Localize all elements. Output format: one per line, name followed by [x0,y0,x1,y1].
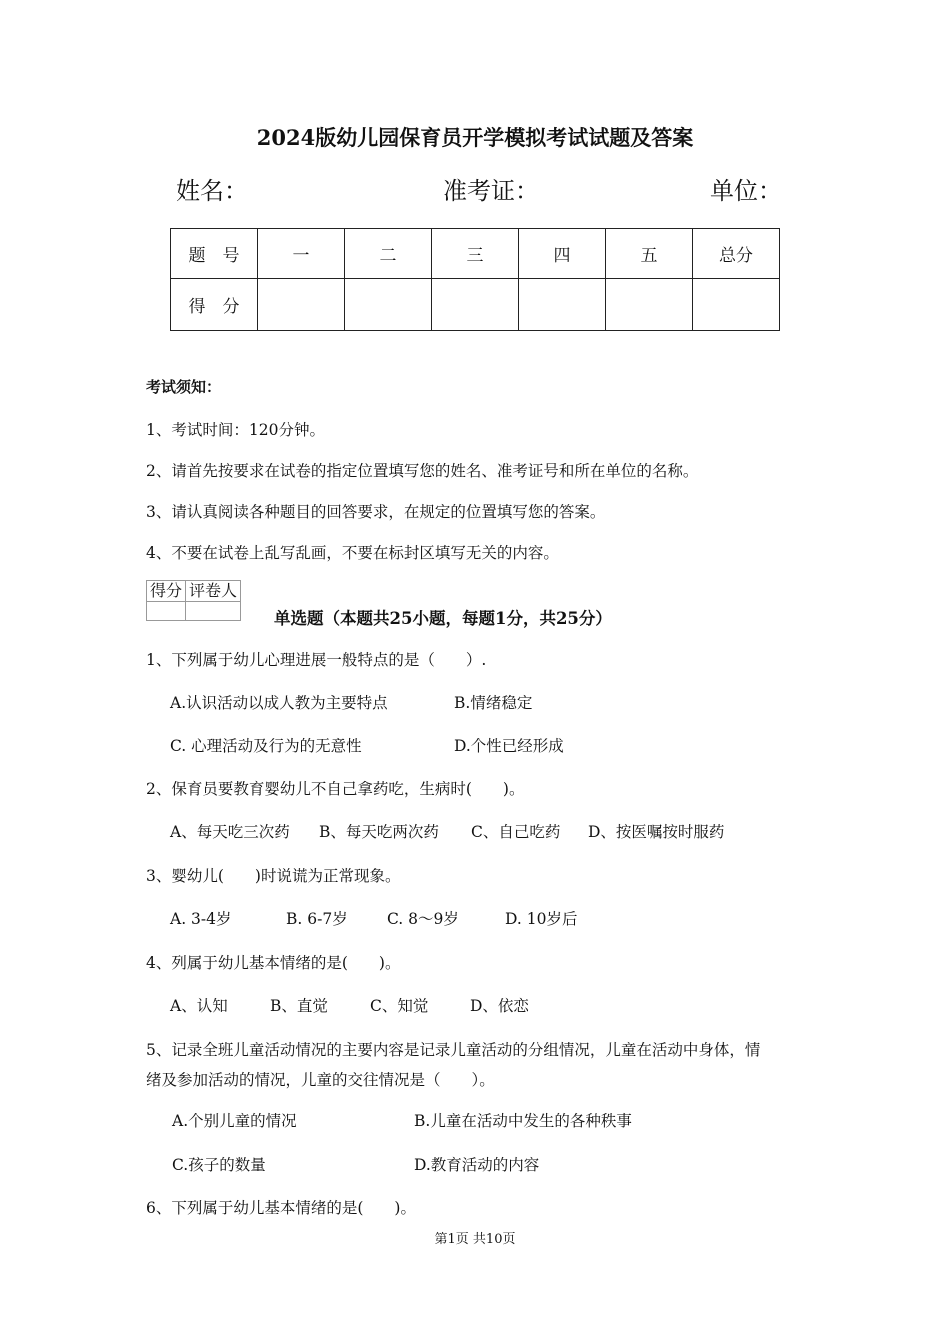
score-table-header: 五 [606,229,693,279]
question-option: C. 8～9岁 [387,910,459,928]
question-option: D.教育活动的内容 [414,1156,540,1174]
unit-field-label: 单位： [710,177,782,205]
question-option: B.情绪稳定 [454,694,533,712]
score-table-score-row [171,279,780,331]
score-table-header: 一 [258,229,345,279]
question-option: C、知觉 [370,997,429,1015]
notice-heading: 考试须知： [146,378,222,396]
score-cell [606,279,693,331]
score-table-row-label: 题 号 [171,229,258,279]
notice-item: 2、请首先按要求在试卷的指定位置填写您的姓名、准考证号和所在单位的名称。 [146,462,699,480]
question-option: B、每天吃两次药 [319,823,439,841]
score-cell [693,279,780,331]
question-option: A.认识活动以成人教为主要特点 [170,694,388,712]
score-table-header-row [171,229,780,279]
grader-name-label: 评卷人 [186,581,241,602]
page-title: 2024版幼儿园保育员开学模拟考试试题及答案 [256,125,694,150]
notice-item: 4、不要在试卷上乱写乱画，不要在标封区填写无关的内容。 [146,544,559,562]
question-option: D. 10岁后 [505,910,578,928]
question-option: D、按医嘱按时服药 [588,823,725,841]
question-stem: 5、记录全班儿童活动情况的主要内容是记录儿童活动的分组情况，儿童在活动中身体，情 [146,1041,761,1059]
score-cell [432,279,519,331]
score-table [170,228,780,331]
question-option: A.个别儿童的情况 [172,1112,297,1130]
question-stem: 1、下列属于幼儿心理进展一般特点的是（ ）. [146,651,487,669]
notice-item: 1、考试时间：120分钟。 [146,421,325,439]
question-stem-continued: 绪及参加活动的情况，儿童的交往情况是（ ）。 [146,1071,495,1089]
question-option: A、认知 [170,997,228,1015]
page-footer: 第1页 共10页 [434,1232,516,1247]
grader-score-label: 得分 [147,581,186,602]
question-option: D、依恋 [470,997,529,1015]
question-option: C. 心理活动及行为的无意性 [170,737,362,755]
score-table-row-label: 得 分 [171,279,258,331]
question-stem: 6、下列属于幼儿基本情绪的是( )。 [146,1199,416,1217]
question-option: C.孩子的数量 [172,1156,266,1174]
question-stem: 3、婴幼儿( )时说谎为正常现象。 [146,867,401,885]
score-cell [519,279,606,331]
score-cell [345,279,432,331]
question-option: B、直觉 [270,997,328,1015]
question-option: B.儿童在活动中发生的各种秩事 [414,1112,632,1130]
grader-score-cell [147,602,186,621]
question-stem: 2、保育员要教育婴幼儿不自己拿药吃，生病时( )。 [146,780,525,798]
question-stem: 4、列属于幼儿基本情绪的是( )。 [146,954,401,972]
notice-item: 3、请认真阅读各种题目的回答要求，在规定的位置填写您的答案。 [146,503,606,521]
score-table-header: 三 [432,229,519,279]
question-option: D.个性已经形成 [454,737,564,755]
question-option: C、自己吃药 [471,823,561,841]
score-table-header: 二 [345,229,432,279]
question-option: A. 3-4岁 [170,910,232,928]
score-table-header: 四 [519,229,606,279]
section-heading: 单选题（本题共25小题，每题1分，共25分） [274,609,612,628]
grader-box [146,580,241,621]
exam-number-field-label: 准考证： [443,177,539,205]
name-field-label: 姓名： [176,177,248,205]
question-option: B. 6-7岁 [286,910,348,928]
question-option: A、每天吃三次药 [170,823,290,841]
score-cell [258,279,345,331]
grader-name-cell [186,602,241,621]
score-table-header: 总分 [693,229,780,279]
